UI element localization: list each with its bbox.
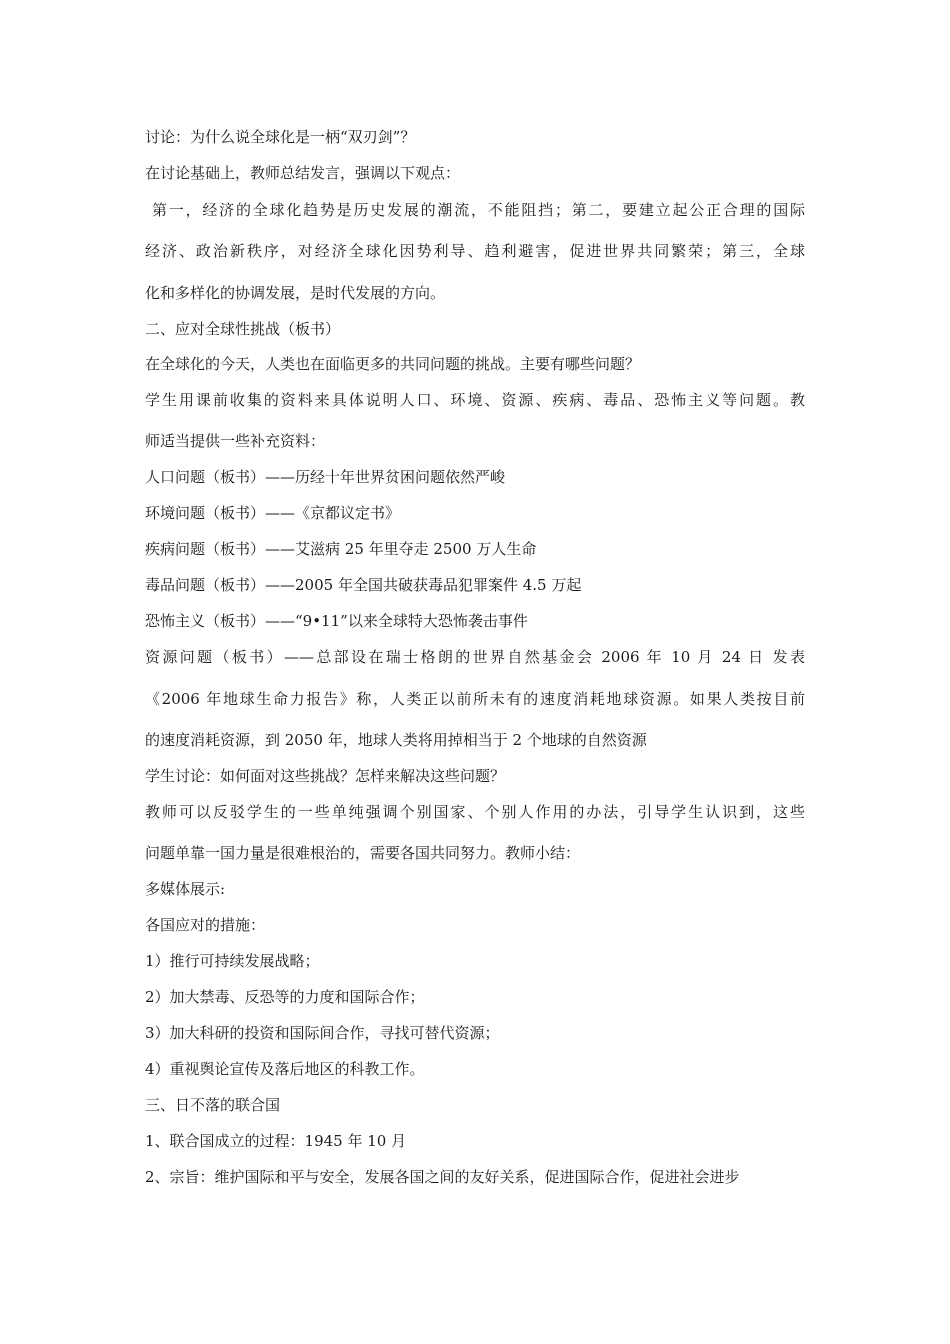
paragraph-line: 学生讨论：如何面对这些挑战？怎样来解决这些问题？ <box>145 767 506 785</box>
list-item: 3）加大科研的投资和国际间合作，寻找可替代资源； <box>145 1024 500 1042</box>
teacher-summary-intro: 在讨论基础上，教师总结发言，强调以下观点： <box>145 164 461 182</box>
paragraph-line: 问题单靠一国力量是很难根治的，需要各国共同努力。教师小结： <box>145 844 581 862</box>
paragraph-line: 《2006 年地球生命力报告》称，人类正以前所未有的速度消耗地球资源。如果人类按目前 <box>145 690 805 708</box>
paragraph-line: 化和多样化的协调发展，是时代发展的方向。 <box>145 284 446 302</box>
list-item: 资源问题（板书）——总部设在瑞士格朗的世界自然基金会 2006 年 10 月 24 日 发表 <box>145 648 805 666</box>
list-item: 疾病问题（板书）——艾滋病 25 年里夺走 2500 万人生命 <box>145 540 537 558</box>
paragraph-line: 在全球化的今天，人类也在面临更多的共同问题的挑战。主要有哪些问题？ <box>145 355 641 373</box>
list-item: 环境问题（板书）——《京都议定书》 <box>145 504 401 522</box>
paragraph-line: 的速度消耗资源，到 2050 年，地球人类将用掉相当于 2 个地球的自然资源 <box>145 731 647 749</box>
list-item: 2、宗旨：维护国际和平与安全，发展各国之间的友好关系，促进国际合作，促进社会进步 <box>145 1168 740 1186</box>
list-item: 1、联合国成立的过程：1945 年 10 月 <box>145 1132 407 1150</box>
list-item: 毒品问题（板书）——2005 年全国共破获毒品犯罪案件 4.5 万起 <box>145 576 582 594</box>
paragraph-line: 学生用课前收集的资料来具体说明人口、环境、资源、疾病、毒品、恐怖主义等问题。教 <box>145 391 805 409</box>
paragraph-line: 教师可以反驳学生的一些单纯强调个别国家、个别人作用的办法，引导学生认识到，这些 <box>145 803 805 821</box>
section-heading-3: 三、日不落的联合国 <box>145 1096 281 1114</box>
paragraph-line: 各国应对的措施： <box>145 916 266 934</box>
discussion-question: 讨论：为什么说全球化是一柄“双刃剑”？ <box>145 128 416 146</box>
section-heading-2: 二、应对全球性挑战（板书） <box>145 320 341 338</box>
list-item: 4）重视舆论宣传及落后地区的科教工作。 <box>145 1060 425 1078</box>
list-item: 人口问题（板书）——历经十年世界贫困问题依然严峻 <box>145 468 506 486</box>
list-item: 1）推行可持续发展战略； <box>145 952 320 970</box>
paragraph-line: 师适当提供一些补充资料： <box>145 432 326 450</box>
paragraph-line: 多媒体展示: <box>145 880 226 898</box>
list-item: 2）加大禁毒、反恐等的力度和国际合作； <box>145 988 425 1006</box>
paragraph-line: 第一，经济的全球化趋势是历史发展的潮流，不能阻挡；第二，要建立起公正合理的国际 <box>152 201 805 219</box>
paragraph-line: 经济、政治新秩序，对经济全球化因势利导、趋利避害，促进世界共同繁荣；第三，全球 <box>145 242 805 260</box>
list-item: 恐怖主义（板书）——“9•11”以来全球特大恐怖袭击事件 <box>145 612 528 630</box>
